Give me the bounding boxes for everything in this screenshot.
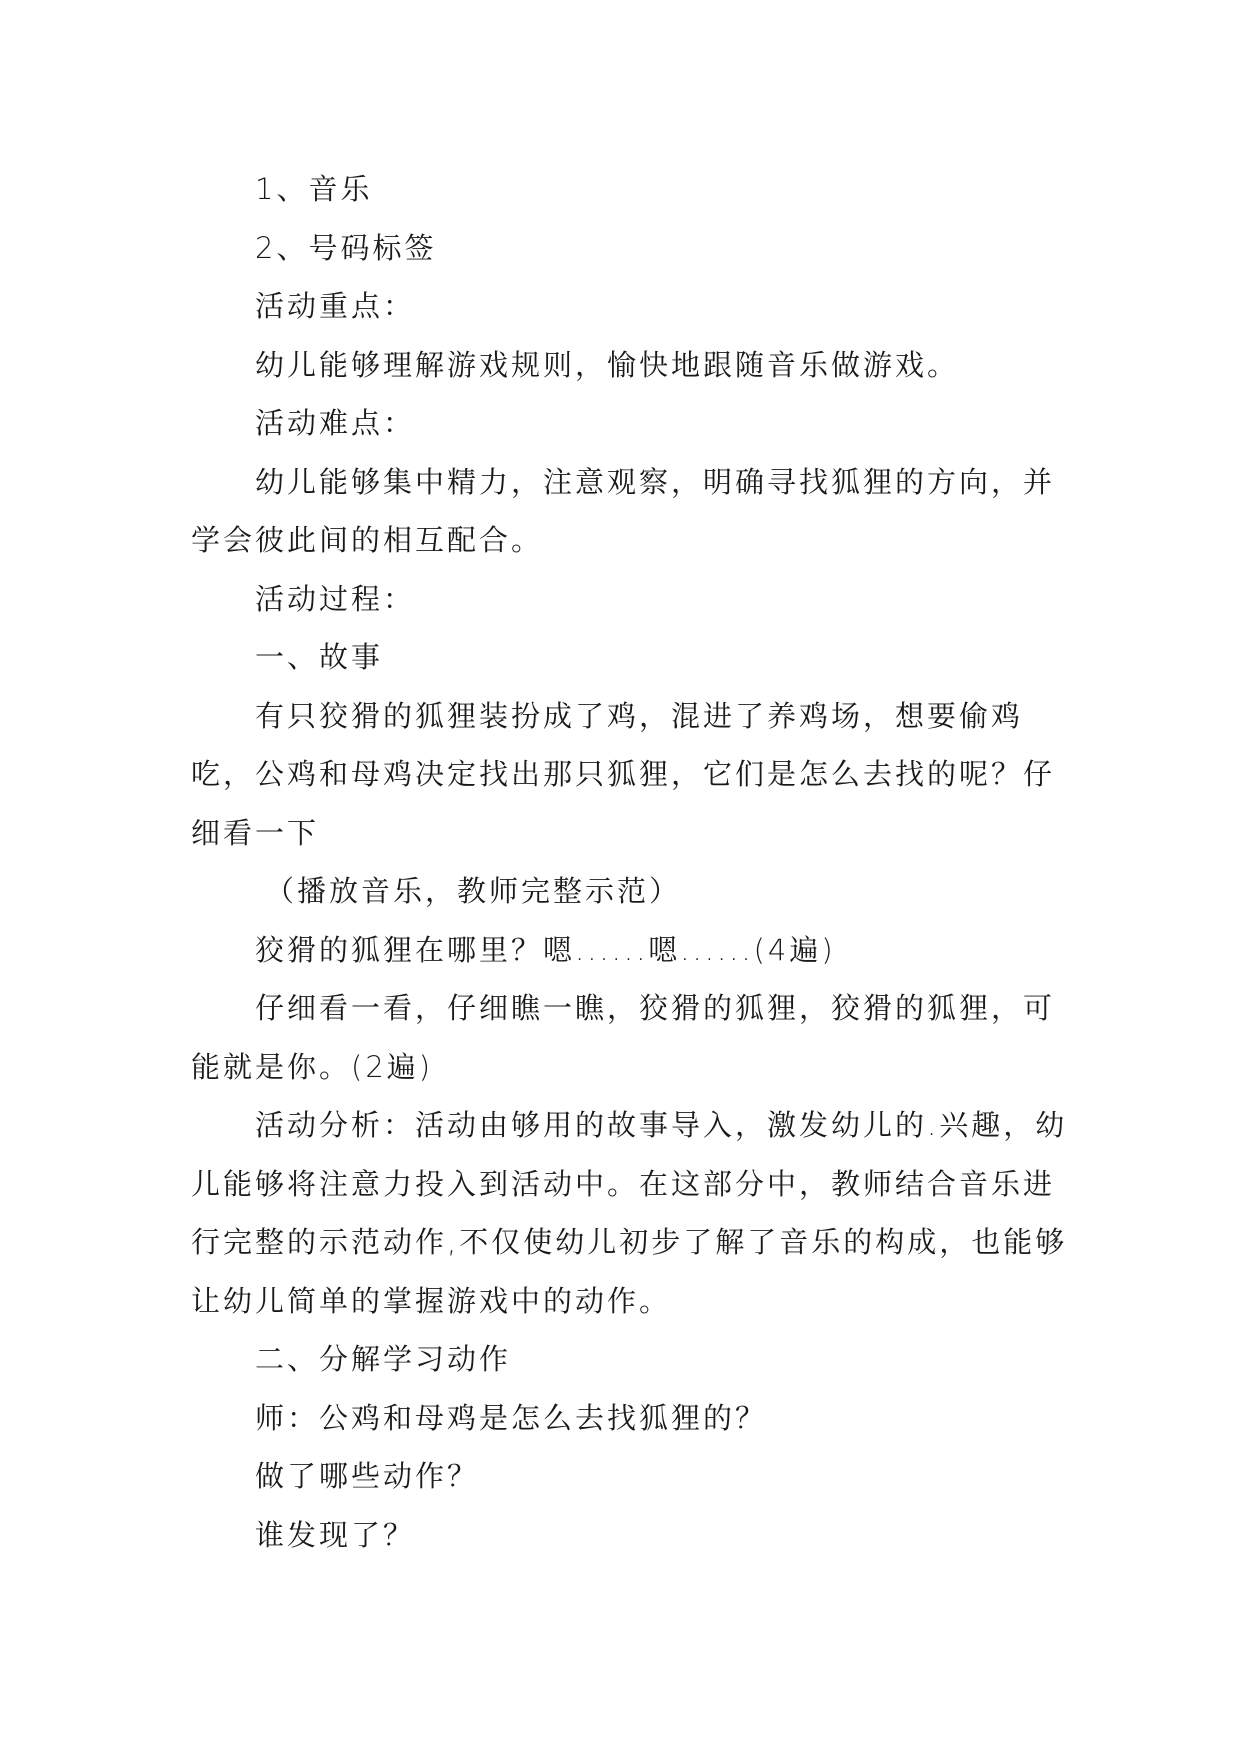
heading-activity-difficulty: 活动难点：: [255, 406, 416, 440]
paragraph-activity-difficulty: 幼儿能够集中精力，注意观察，明确寻找狐狸的方向，并学会彼此间的相互配合。: [191, 464, 1056, 557]
paragraph-activity-focus: 幼儿能够理解游戏规则，愉快地跟随音乐做游戏。: [255, 347, 960, 382]
paragraph-music-demo-note: （播放音乐，教师完整示范）: [265, 874, 682, 908]
paragraph-teacher-question: 师：公鸡和母鸡是怎么去找狐狸的？: [255, 1400, 768, 1435]
material-item-number-tags: 2、号码标签: [255, 230, 437, 265]
paragraph-story: 有只狡猾的狐狸装扮成了鸡，混进了养鸡场，想要偷鸡吃，公鸡和母鸡决定找出那只狐狸，它们是怎么去找的呢？仔细看一下: [191, 698, 1056, 850]
document-body: [191, 160, 1071, 1564]
paragraph-question-actions: 做了哪些动作？: [255, 1459, 480, 1493]
material-item-music: 1、音乐: [255, 172, 373, 206]
heading-activity-process: 活动过程：: [255, 581, 416, 616]
paragraph-song-line-2: 仔细看一看，仔细瞧一瞧，狡猾的狐狸，狡猾的狐狸，可能就是你。(2遍): [191, 991, 1056, 1084]
paragraph-activity-analysis: 活动分析：活动由够用的故事导入，激发幼儿的.兴趣，幼儿能够将注意力投入到活动中。在这部分中，教师结合音乐进行完整的示范动作,不仅使幼儿初步了解了音乐的构成，也能够让幼儿简单的掌握游戏中的动作。: [191, 1108, 1068, 1318]
section-heading-story: 一、故事: [255, 640, 384, 674]
paragraph-question-who: 谁发现了？: [255, 1517, 416, 1552]
heading-activity-focus: 活动重点：: [255, 289, 416, 323]
section-heading-movement-learning: 二、分解学习动作: [255, 1342, 512, 1376]
paragraph-song-line-1: 狡猾的狐狸在哪里？嗯......嗯......(4遍): [255, 932, 836, 967]
